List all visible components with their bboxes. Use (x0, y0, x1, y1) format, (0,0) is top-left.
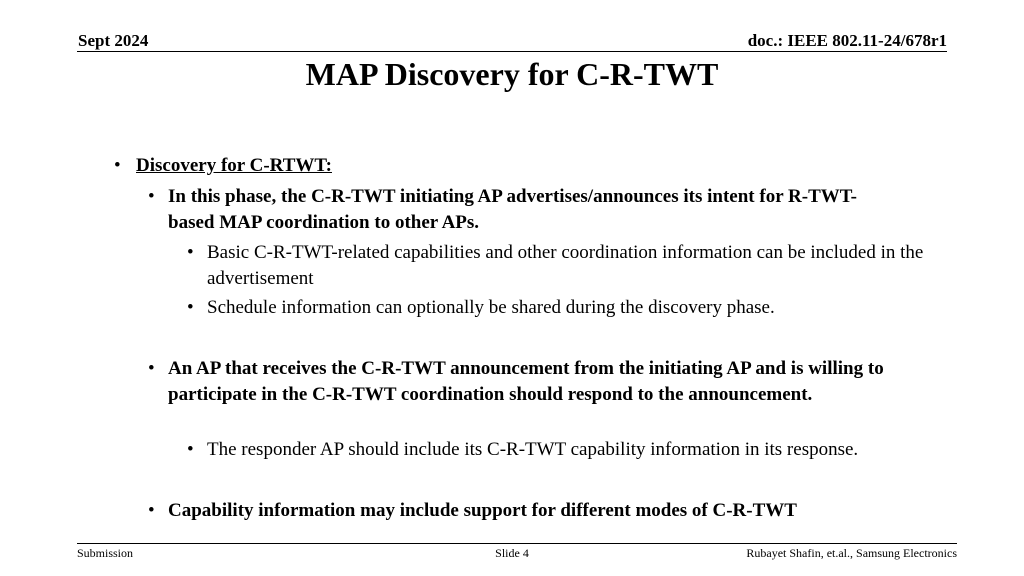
bullet-responding-ap (148, 356, 903, 408)
bullet-marker: • (187, 297, 194, 318)
bullet-discovery (114, 153, 896, 179)
bullet-marker: • (187, 439, 194, 460)
bullet-text: The responder AP should include its C-R-TWT capability information in its response. (207, 439, 859, 460)
slide-title: MAP Discovery for C-R-TWT (305, 56, 719, 92)
header-date: Sept 2024 (78, 31, 149, 50)
footer-authors: Rubayet Shafin, et.al., Samsung Electronics (746, 546, 957, 560)
bullet-text: In this phase, the C-R-TWT initiating AP advertises/announces its intent for R-TWT-based MAP coordination to other APs. (168, 186, 858, 233)
bullet-text: Capability information may include support for different modes of C-R-TWT (168, 500, 797, 521)
bullet-text: Basic C-R-TWT-related capabilities and other coordination information can be included in the advertisement (207, 242, 924, 289)
bullet-capabilities (187, 240, 947, 292)
bullet-text: Schedule information can optionally be shared during the discovery phase. (207, 297, 775, 318)
bullet-schedule-info (187, 295, 947, 321)
bullet-initiating-ap (148, 184, 903, 236)
bullet-marker: • (114, 155, 121, 176)
bullet-text: An AP that receives the C-R-TWT announcement from the initiating AP and is willing to participate in the C-R-TWT coordination should respond to the announcement. (168, 358, 884, 405)
bullet-marker: • (148, 500, 155, 521)
footer-submission: Submission (77, 546, 134, 560)
bullet-text: Discovery for C-RTWT: (136, 155, 332, 176)
bullet-marker: • (187, 242, 194, 263)
bullet-modes (148, 498, 903, 524)
footer-slide-number: Slide 4 (495, 546, 529, 560)
header-doc-id: doc.: IEEE 802.11-24/678r1 (747, 31, 947, 50)
bullet-marker: • (148, 358, 155, 379)
bullet-responder-capability (187, 437, 947, 463)
footer-divider (77, 543, 957, 544)
bullet-marker: • (148, 186, 155, 207)
